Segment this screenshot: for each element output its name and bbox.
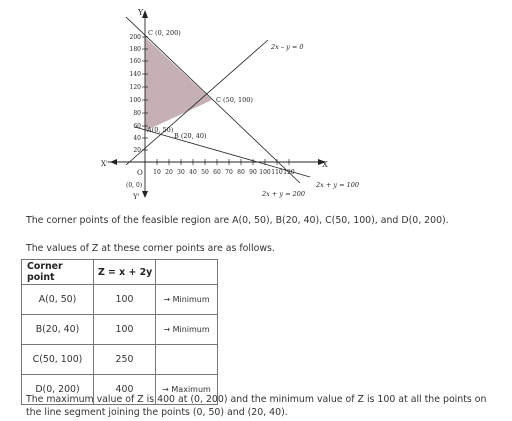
x-tick-label: 60 — [213, 169, 221, 176]
y-tick-label: 80 — [133, 110, 141, 117]
corner-points-text: The corner points of the feasible region are A(0, 50), B(20, 40), C(50, 100), and D(0, 200). — [26, 215, 449, 226]
table-header-row — [22, 260, 218, 285]
line-label-2x-minus-y: 2x – y = 0 — [271, 43, 304, 51]
x-tick-label: 50 — [201, 169, 209, 176]
table-row — [22, 285, 218, 315]
x-tick-label: 70 — [225, 169, 233, 176]
origin-coord-label: (0, 0) — [126, 182, 143, 189]
y-tick-label: 160 — [129, 58, 141, 65]
y-tick-label: 20 — [133, 147, 141, 154]
y-tick-label: 120 — [129, 84, 141, 91]
x-axis-neg-label: X' — [101, 160, 108, 168]
feasible-region-graph — [0, 0, 512, 210]
x-tick-label: 20 — [165, 169, 173, 176]
cell-note: → Maximum — [156, 375, 218, 405]
x-axis-label: X — [322, 160, 328, 169]
y-tick-labels — [130, 34, 142, 154]
values-intro-text: The values of Z at these corner points are as follows. — [26, 243, 275, 254]
cell-z: 400 — [94, 375, 156, 405]
x-axis-arrow-left — [110, 159, 117, 165]
y-axis-neg-label: Y' — [133, 193, 140, 201]
x-tick-label: 30 — [177, 169, 185, 176]
cell-z: 100 — [94, 285, 156, 315]
cell-note — [156, 345, 218, 375]
cell-z: 100 — [94, 315, 156, 345]
x-tick-label: 10 — [153, 169, 161, 176]
conclusion-text: The maximum value of Z is 400 at (0, 200) and the minimum value of Z is 100 at all the points on the line segment joining the points (0, 50) and (20, 40). — [26, 394, 487, 419]
y-tick-label: 200 — [129, 34, 141, 41]
point-label-a: A(0, 50) — [147, 126, 174, 134]
line-label-2x-plus-y-100: 2x + y = 100 — [316, 181, 360, 189]
x-tick-label: 40 — [189, 169, 197, 176]
x-tick-label: 120 — [283, 169, 295, 176]
feasible-region — [145, 37, 212, 131]
origin-label: O — [137, 169, 143, 177]
point-label-c-top: C (0, 200) — [148, 29, 181, 37]
table-row — [22, 345, 218, 375]
point-label-b: B (20, 40) — [174, 132, 207, 140]
cell-point: B(20, 40) — [22, 315, 94, 345]
cell-z: 250 — [94, 345, 156, 375]
y-axis-label: Y — [138, 8, 144, 17]
x-tick-label: 110 — [271, 169, 283, 176]
y-tick-label: 180 — [129, 46, 141, 53]
x-tick-labels — [153, 169, 295, 176]
cell-note: → Minimum — [156, 315, 218, 345]
header-note — [156, 260, 218, 285]
header-z-expression: Z = x + 2y — [94, 260, 156, 285]
y-tick-label: 140 — [129, 71, 141, 78]
y-axis-arrow-down — [142, 191, 148, 198]
cell-point: C(50, 100) — [22, 345, 94, 375]
y-tick-label: 40 — [133, 135, 141, 142]
x-tick-label: 100 — [259, 169, 271, 176]
y-tick-label: 100 — [129, 97, 141, 104]
x-tick-label: 90 — [249, 169, 257, 176]
cell-note: → Minimum — [156, 285, 218, 315]
line-label-2x-plus-y-200: 2x + y = 200 — [262, 190, 306, 198]
z-values-table — [21, 259, 218, 405]
point-label-c-mid: C (50, 100) — [216, 96, 253, 104]
header-corner-point: Corner point — [22, 260, 94, 285]
table-row — [22, 315, 218, 345]
y-tick-label: 60 — [133, 123, 141, 130]
x-tick-label: 80 — [237, 169, 245, 176]
cell-point: D(0, 200) — [22, 375, 94, 405]
cell-point: A(0, 50) — [22, 285, 94, 315]
